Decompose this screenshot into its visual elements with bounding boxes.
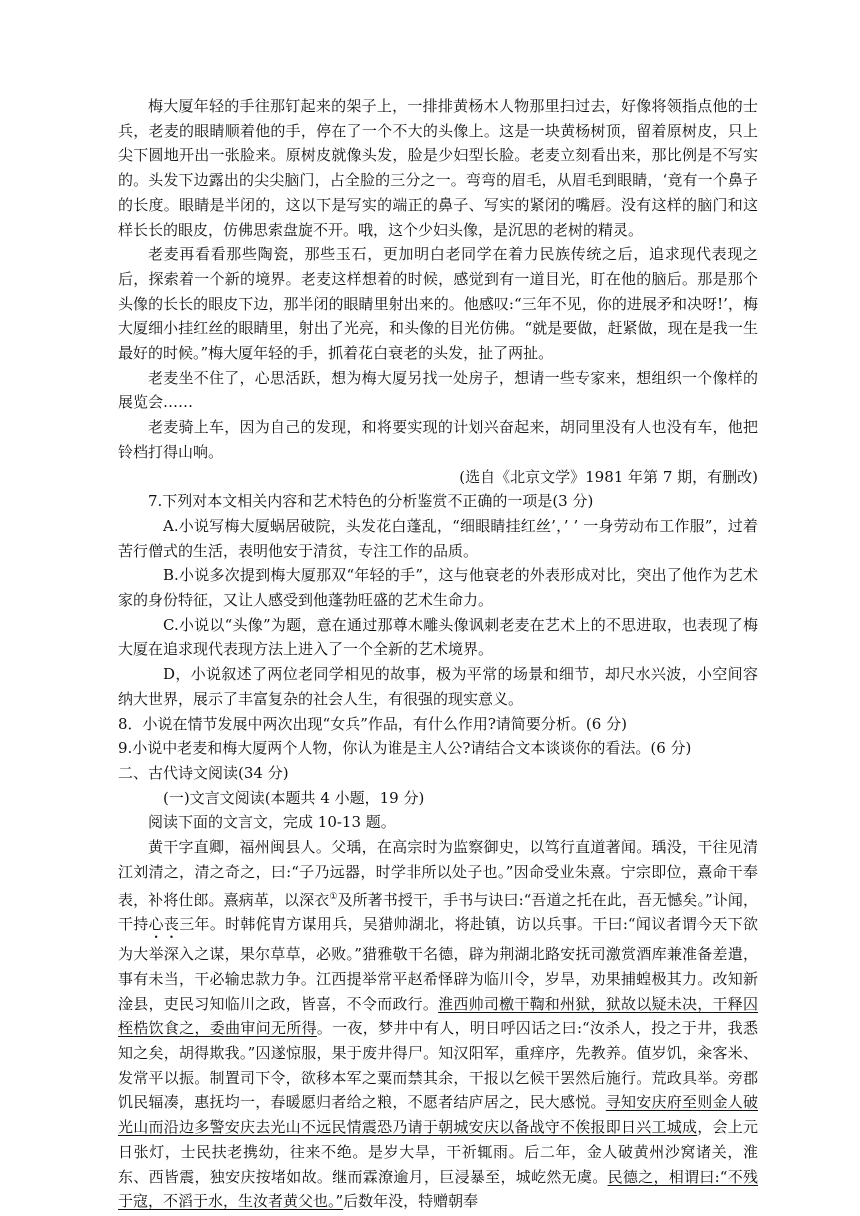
question-7-option-b: B.小说多次提到梅大厦那双“年轻的手”，这与他衰老的外表形成对比，突出了他作为艺术家的身份特征，又让人感受到他蓬勃旺盛的艺术生命力。 — [118, 566, 758, 610]
classical-text-part-4: 。一夜，梦井中有人，明日呼囚话之曰:“汝杀人，投之于井，我悉知之矣，胡得欺我。”囚遂惊服，果于废井得尸。知汉阳军，重痒序，先教养。值岁饥，籴客米、发常平以振。制置司下令，欲移本军之粟而禁其余，干报以乞候干罢然后施行。荒政具举。旁郡饥民辐凑，惠抚均一，春暖愿归者给之粮，不愿者结庐居之，民大感悦。 — [118, 1019, 758, 1112]
question-7-option-d: D，小说叙述了两位老同学相见的故事，极为平常的场景和细节，却尺水兴波，小空间容纳大世界，展示了丰富复杂的社会人生，有很强的现实意义。 — [118, 665, 758, 708]
emphasis-char-1: 心 — [148, 915, 164, 934]
underlined-sentence-2: 寻知安庆府至则金人破光山而沿边多警安庆去光山不远民情震恐乃请于朝城安庆以备战守不俟报即日兴工城成 — [118, 1093, 758, 1137]
story-source: (选自《北京文学》1981 年第 7 期，有删改) — [459, 467, 758, 486]
question-7: 7.下列对本文相关内容和艺术特色的分析鉴赏不正确的一项是(3 分) — [148, 492, 594, 511]
classical-text-part-3: 三年。时韩侂胄方谋用兵，吴猎帅湖北，将赴镇，访以兵事。干曰:“闻议者谓今天下欲为大举深入之谋，果尔草草，必败。”猎雅敬干名德，辟为荆湖北路安抚司激赏酒库兼准备差遣，事有未当，干必输忠款力争。江西提举常平赵希怿辟为临川令，岁旱，劝果捕蝗极其力。改知新淦县，吏民习知临川之政，皆喜，不令而政行。 — [118, 915, 758, 1013]
question-7-option-a: A.小说写梅大厦蜗居破院，头发花白蓬乱，“细眼睛挂红丝’，’ ’ 一身劳动布工作服”，过着苦行僧式的生活，表明他安于清贫，专注工作的品质。 — [118, 516, 758, 560]
footnote-marker: ① — [329, 891, 338, 902]
classical-text-part-6: 后数年没，特赠朝奉 — [343, 1192, 479, 1211]
emphasis-char-2: 丧 — [163, 915, 180, 934]
classical-text-part-1: 黄干字直卿，福州闽县人。父瑀，在高宗时为监察御史，以笃行直道著闻。瑀没，干往见清江刘清之，清之奇之，曰:“子乃远器，时学非所以处子也。”因命受业朱熹。宁宗即位，熹命干奉表，补将仕郎。熹病革，以深衣 — [118, 838, 758, 909]
section-2-heading: 二、古代诗文阅读(34 分) — [118, 763, 289, 782]
classical-text-part-5: ，会上元日张灯，士民扶老携幼，往来不绝。是岁大旱，干祈辄雨。后二年，金人破黄州沙窝诸关，淮东、西皆震，独安庆按堵如故。继而霖潦逾月，巨浸暴至，城屹然无虞。 — [118, 1118, 758, 1186]
question-9: 9.小说中老麦和梅大厦两个人物，你认为谁是主人公?请结合文本谈谈你的看法。(6 分) — [118, 739, 692, 758]
classical-text-part-2: 及所著书授干，手书与诀曰:“吾道之托在此，吾无憾矣。”讣闻，干持 — [118, 890, 758, 934]
underlined-sentence-3: 民德之，相谓曰:“不残于寇，不滔于水，生汝者黄父也。” — [118, 1167, 758, 1211]
section-2-instruction: 阅读下面的文言文，完成 10-13 题。 — [148, 813, 396, 832]
story-paragraph-4: 老麦骑上车，因为自己的发现，和将要实现的计划兴奋起来，胡同里没有人也没有车，他把铃档打得山响。 — [118, 418, 758, 461]
story-paragraph-2: 老麦再看看那些陶瓷，那些玉石，更加明白老同学在着力民族传统之后，追求现代表现之后，探索着一个新的境界。老麦这样想着的时候，感觉到有一道目光，盯在他的脑后。那是那个头像的长长的眼皮下边，那半闭的眼睛里射出来的。他感叹:“三年不见，你的进展矛和决呀!’，梅大厦细小挂红丝的眼睛里，射出了光亮，和头像的目光仿佛。“就是要做，赶紧做，现在是我一生最好的时候。”梅大厦年轻的手，抓着花白衰老的头发，扯了两扯。 — [118, 245, 758, 363]
classical-text — [118, 835, 758, 1214]
section-2-subheading: (一)文言文阅读(本题共 4 小题，19 分) — [163, 788, 425, 807]
document-page — [118, 94, 758, 1214]
underlined-sentence-1: 淮西帅司檄干鞫和州狱，狱故以疑未决，干释囚桎梏饮食之，委曲审问无所得 — [118, 994, 758, 1038]
question-8: 8．小说在情节发展中两次出现“女兵”作品，有什么作用?请简要分析。(6 分) — [118, 714, 627, 733]
story-paragraph-3: 老麦坐不住了，心思活跃，想为梅大厦另找一处房子，想请一些专家来，想组织一个像样的展览会…… — [118, 368, 758, 412]
story-paragraph-1: 梅大厦年轻的手往那钉起来的架子上，一排排黄杨木人物那里扫过去，好像将领指点他的士兵，老麦的眼睛顺着他的手，停在了一个不大的头像上。这是一块黄杨树顶，留着原树皮，只上尖下圆地开出一张脸来。原树皮就像头发，脸是少妇型长脸。老麦立刻看出来，那比例是不写实的。头发下边露出的尖尖脑门，占全脸的三分之一。弯弯的眉毛，从眉毛到眼睛，‘竟有一个鼻子的长度。眼睛是半闭的，这以下是写实的端正的鼻子、写实的紧闭的嘴唇。没有这样的脑门和这样长长的眼皮，仿佛思索盘旋不开。哦，这个少妇头像，是沉思的老树的精灵。 — [118, 97, 758, 239]
question-7-option-c: C.小说以“头像”为题，意在通过那尊木雕头像讽刺老麦在艺术上的不思进取，也表现了梅大厦在追求现代表现方法上进入了一个全新的艺术境界。 — [118, 615, 758, 659]
